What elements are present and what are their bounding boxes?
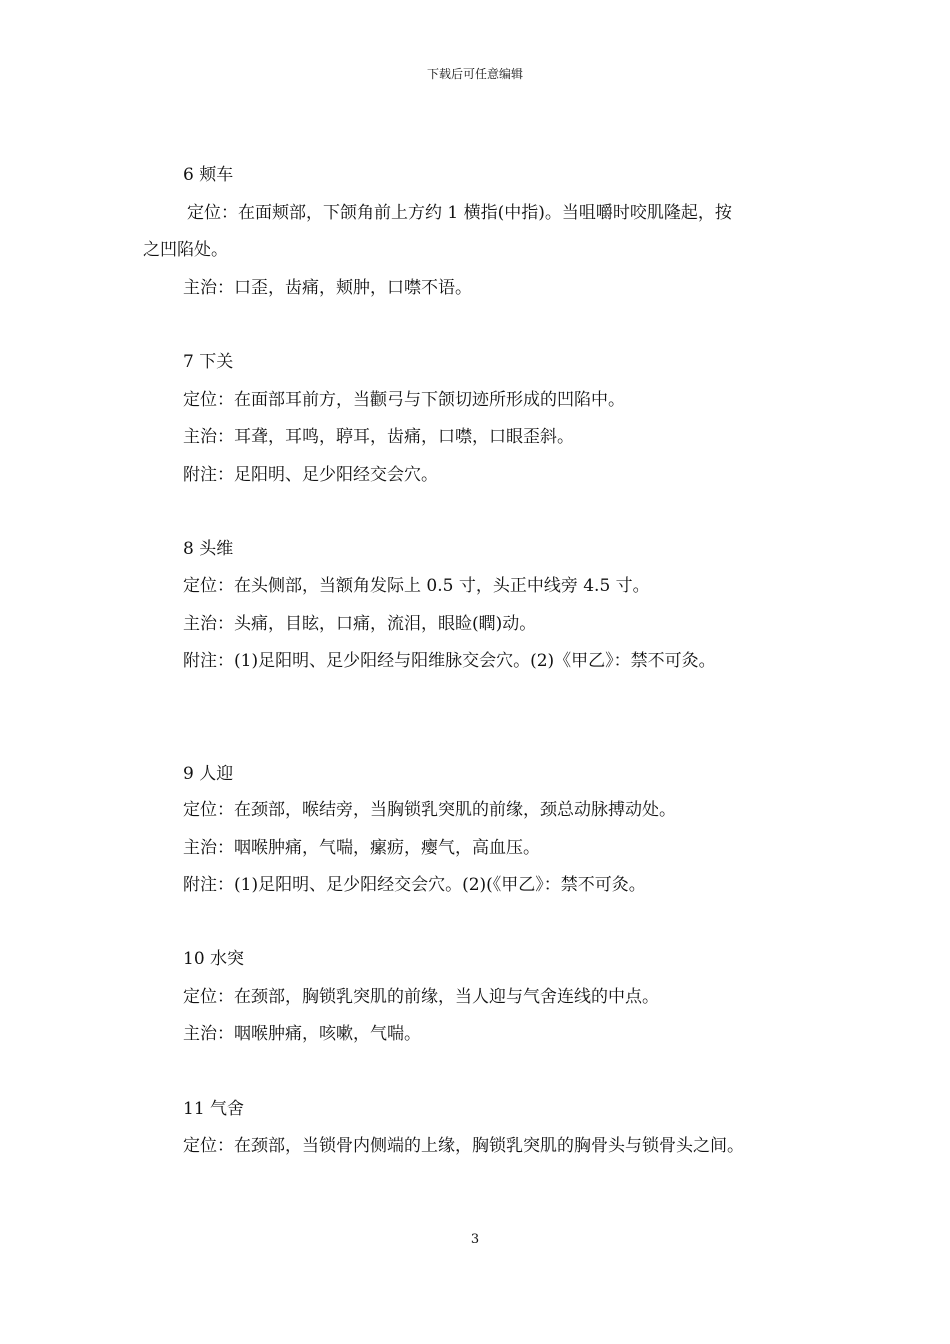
section-8-indication: 主治：头痛，目眩，口痛，流泪，眼睑(瞤)动。 — [183, 614, 537, 634]
section-title-6: 6 颊车 — [183, 165, 234, 185]
section-9-location: 定位：在颈部，喉结旁，当胸锁乳突肌的前缘，颈总动脉搏动处。 — [183, 800, 676, 820]
section-9-indication: 主治：咽喉肿痛，气喘，瘰疬，瘿气，高血压。 — [183, 838, 540, 858]
section-7-indication: 主治：耳聋，耳鸣，聤耳，齿痛，口噤，口眼歪斜。 — [183, 427, 574, 447]
section-10-location: 定位：在颈部，胸锁乳突肌的前缘，当人迎与气舍连线的中点。 — [183, 987, 659, 1007]
section-9-note: 附注：(1)足阳明、足少阳经交会穴。(2)(《甲乙》：禁不可灸。 — [183, 875, 646, 895]
section-title-7: 7 下关 — [183, 352, 234, 372]
section-6-indication: 主治：口歪，齿痛，颊肿，口噤不语。 — [183, 278, 472, 298]
section-7-note: 附注：足阳明、足少阳经交会穴。 — [183, 465, 438, 485]
section-title-10: 10 水突 — [183, 949, 245, 969]
section-7-location: 定位：在面部耳前方，当颧弓与下颌切迹所形成的凹陷中。 — [183, 390, 625, 410]
page-header: 下载后可任意编辑 — [426, 67, 523, 81]
section-11-location: 定位：在颈部，当锁骨内侧端的上缘，胸锁乳突肌的胸骨头与锁骨头之间。 — [183, 1136, 744, 1156]
section-10-indication: 主治：咽喉肿痛，咳嗽，气喘。 — [183, 1024, 421, 1044]
section-title-8: 8 头维 — [183, 539, 234, 559]
section-6-location-cont: 之凹陷处。 — [143, 240, 228, 260]
section-title-11: 11 气舍 — [183, 1099, 245, 1119]
section-8-location: 定位：在头侧部，当额角发际上 0.5 寸，头正中线旁 4.5 寸。 — [183, 576, 650, 596]
section-6-location: 定位：在面颊部，下颌角前上方约 1 横指(中指)。当咀嚼时咬肌隆起，按 — [187, 203, 732, 223]
section-8-note: 附注：(1)足阳明、足少阳经与阳维脉交会穴。(2)《甲乙》：禁不可灸。 — [183, 651, 716, 671]
section-title-9: 9 人迎 — [183, 764, 234, 784]
page-number: 3 — [470, 1232, 480, 1247]
